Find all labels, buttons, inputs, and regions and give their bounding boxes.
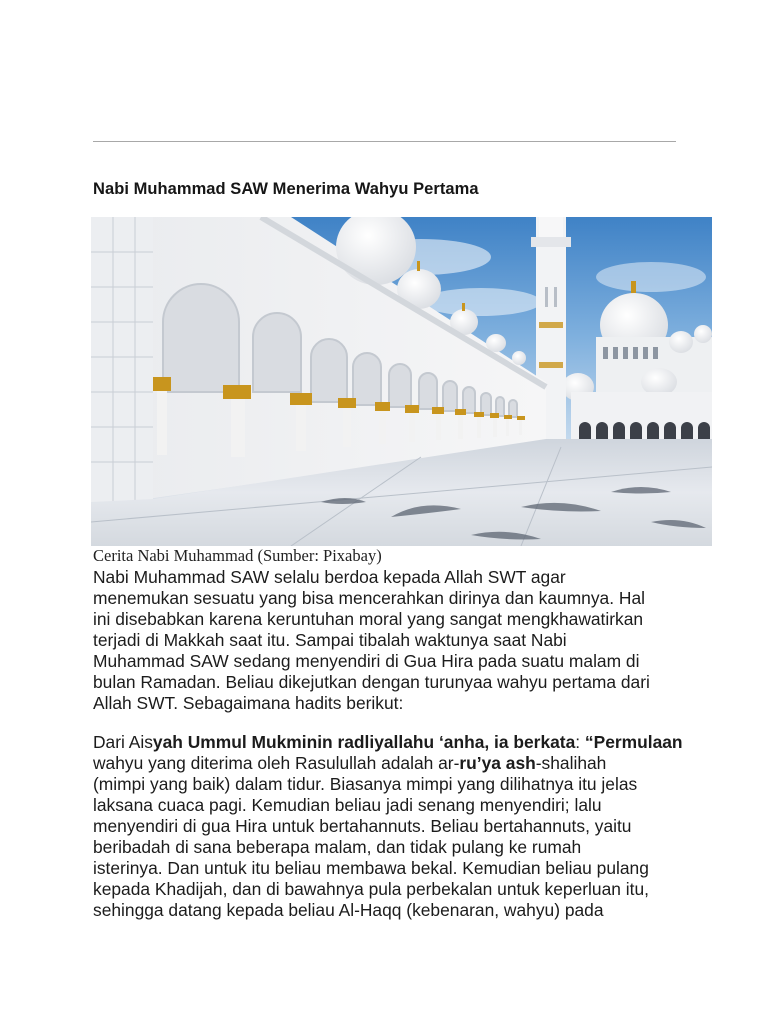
mosque-photo (91, 217, 712, 546)
paragraph-hadith (93, 732, 693, 921)
text-run: -shalihah (535, 753, 607, 773)
text-line: beribadah di sana beberapa malam, dan tidak pulang ke rumah (93, 837, 582, 857)
text-line: Nabi Muhammad SAW selalu berdoa kepada Allah SWT agar (93, 567, 566, 587)
text-line: bulan Ramadan. Beliau dikejutkan dengan turunyaa wahyu pertama dari (93, 672, 650, 692)
text-run: : (575, 732, 585, 752)
section-heading: Nabi Muhammad SAW Menerima Wahyu Pertama (93, 180, 479, 198)
text-line: sehingga datang kepada beliau Al-Haqq (kebenaran, wahyu) pada (93, 900, 604, 920)
text-line (93, 753, 693, 774)
bold-text-run: “Permulaan (584, 732, 683, 752)
horizontal-divider (93, 141, 676, 142)
text-line (93, 732, 693, 753)
paragraph-intro (93, 567, 693, 714)
text-line: menyendiri di gua Hira untuk bertahannuts. Beliau bertahannuts, yaitu (93, 816, 632, 836)
text-line: Allah SWT. Sebagaimana hadits berikut: (93, 693, 404, 713)
text-line: isterinya. Dan untuk itu beliau membawa bekal. Kemudian beliau pulang (93, 858, 649, 878)
image-caption: Cerita Nabi Muhammad (Sumber: Pixabay) (93, 546, 382, 565)
text-line: ini disebabkan karena keruntuhan moral yang sangat mengkhawatirkan (93, 609, 644, 629)
text-run: wahyu yang diterima oleh Rasulullah adalah ar- (93, 753, 460, 773)
text-line: laksana cuaca pagi. Kemudian beliau jadi senang menyendiri; lalu (93, 795, 602, 815)
text-line: terjadi di Makkah saat itu. Sampai tibalah waktunya saat Nabi (93, 630, 567, 650)
bold-text-run: ru’ya ash (459, 753, 536, 773)
text-line: Muhammad SAW sedang menyendiri di Gua Hira pada suatu malam di (93, 651, 640, 671)
bold-text-run: yah Ummul Mukminin radliyallahu ‘anha, ia berkata (152, 732, 576, 752)
text-line: kepada Khadijah, dan di bawahnya pula perbekalan untuk keperluan itu, (93, 879, 649, 899)
text-run: Dari Ais (93, 732, 153, 752)
text-line: menemukan sesuatu yang bisa mencerahkan dirinya dan kaumnya. Hal (93, 588, 645, 608)
photo-image-icon (91, 217, 712, 546)
text-line: (mimpi yang baik) dalam tidur. Biasanya mimpi yang dilihatnya itu jelas (93, 774, 638, 794)
